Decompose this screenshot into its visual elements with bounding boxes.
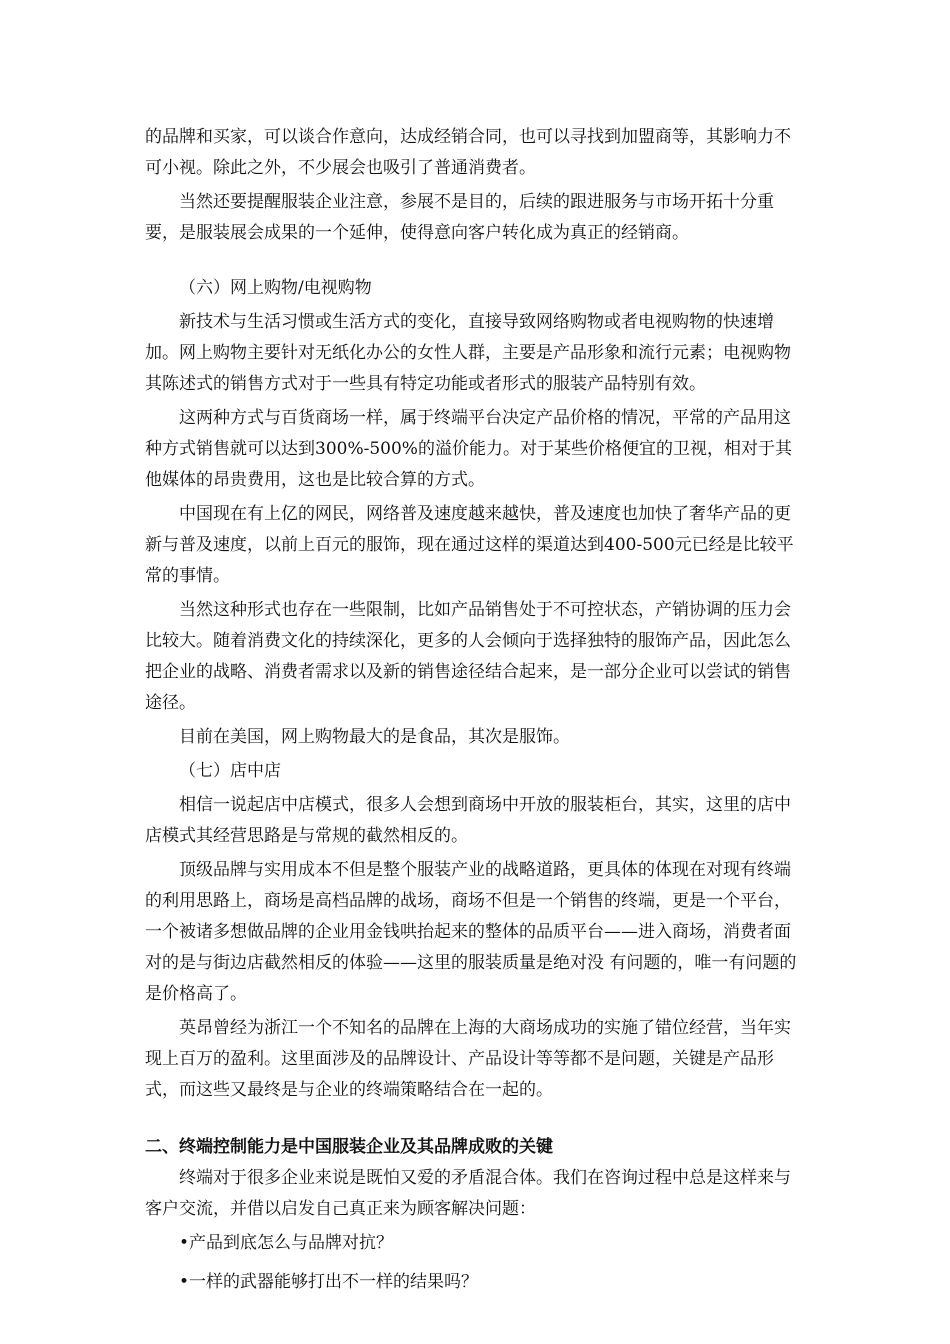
body-paragraph: 顶级品牌与实用成本不但是整个服装产业的战略道路，更具体的体现在对现有终端的利用思路上，商场是高档品牌的战场，商场不但是一个销售的终端，更是一个平台，一个被诸多想做品牌的企业用金钱哄抬起来的整体的品质平台——进入商场，消费者面对的是与街边店截然相反的体验——这里的服装质量是绝对没 有问题的，唯一有问题的是价格高了。 bbox=[145, 860, 797, 1004]
document-body bbox=[145, 122, 805, 1306]
bullet-item: •一样的武器能够打出不一样的结果吗？ bbox=[179, 1272, 479, 1292]
body-paragraph: 终端对于很多企业来说是既怕又爱的矛盾混合体。我们在咨询过程中总是这样来与客户交流，并借以启发自己真正来为顾客解决问题： bbox=[145, 1168, 791, 1219]
body-paragraph: 这两种方式与百货商场一样，属于终端平台决定产品价格的情况，平常的产品用这种方式销售就可以达到300%-500%的溢价能力。对于某些价格便宜的卫视，相对于其他媒体的昂贵费用，这也是比较合算的方式。 bbox=[145, 408, 792, 490]
body-paragraph: 新技术与生活习惯或生活方式的变化，直接导致网络购物或者电视购物的快速增加。网上购物主要针对无纸化办公的女性人群，主要是产品形象和流行元素；电视购物其陈述式的销售方式对于一些具有特定功能或者形式的服装产品特别有效。 bbox=[145, 312, 791, 394]
subsection-heading: （六）网上购物/电视购物 bbox=[179, 278, 372, 298]
body-paragraph: 相信一说起店中店模式，很多人会想到商场中开放的服装柜台，其实，这里的店中店模式其经营思路是与常规的截然相反的。 bbox=[145, 795, 791, 846]
bullet-item: •产品到底怎么与品牌对抗？ bbox=[179, 1233, 394, 1253]
body-paragraph: 目前在美国，网上购物最大的是食品，其次是服饰。 bbox=[179, 727, 570, 747]
body-paragraph: 中国现在有上亿的网民，网络普及速度越来越快，普及速度也加快了奢华产品的更新与普及速度，以前上百元的服饰，现在通过这样的渠道达到400-500元已经是比较平常的事情。 bbox=[145, 504, 794, 586]
body-paragraph: 的品牌和买家，可以谈合作意向，达成经销合同，也可以寻找到加盟商等，其影响力不可小视。除此之外，不少展会也吸引了普通消费者。 bbox=[145, 127, 791, 178]
section-heading: 二、终端控制能力是中国服装企业及其品牌成败的关键 bbox=[145, 1137, 553, 1157]
subsection-heading: （七）店中店 bbox=[179, 761, 281, 781]
body-paragraph: 英昂曾经为浙江一个不知名的品牌在上海的大商场成功的实施了错位经营，当年实现上百万的盈利。这里面涉及的品牌设计、产品设计等等都不是问题，关键是产品形式，而这些又最终是与企业的终端策略结合在一起的。 bbox=[145, 1018, 791, 1100]
body-paragraph: 当然还要提醒服装企业注意，参展不是目的，后续的跟进服务与市场开拓十分重要，是服装展会成果的一个延伸，使得意向客户转化成为真正的经销商。 bbox=[145, 192, 774, 243]
body-paragraph: 当然这种形式也存在一些限制，比如产品销售处于不可控状态，产销协调的压力会比较大。随着消费文化的持续深化，更多的人会倾向于选择独特的服饰产品，因此怎么把企业的战略、消费者需求以及新的销售途径结合起来，是一部分企业可以尝试的销售途径。 bbox=[145, 600, 791, 713]
